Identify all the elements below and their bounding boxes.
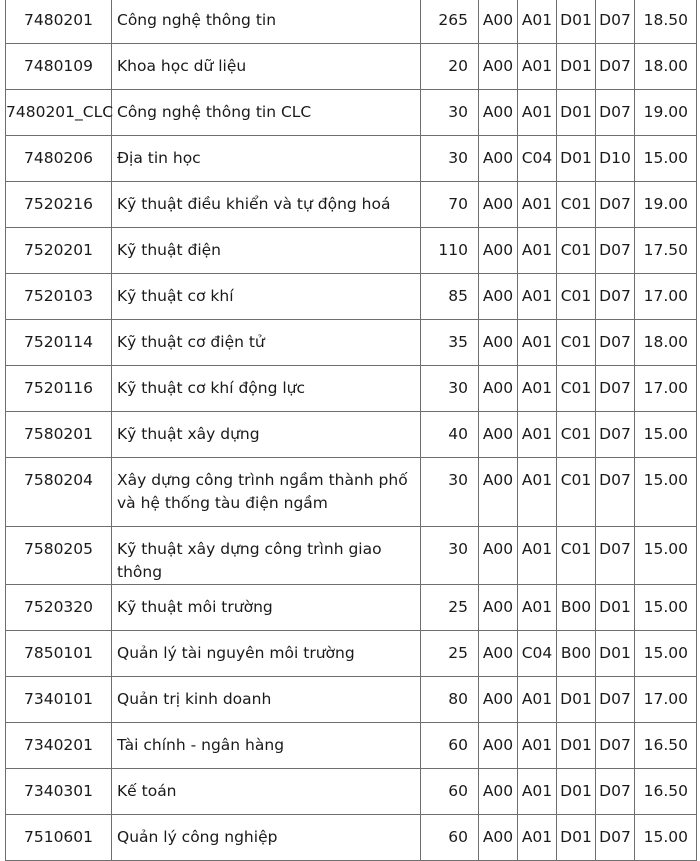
quota: 60 <box>421 723 479 769</box>
subject-group-2: A01 <box>518 723 557 769</box>
table-row <box>6 458 697 527</box>
quota: 25 <box>421 631 479 677</box>
subject-group-1: A00 <box>479 585 518 631</box>
major-name: Kỹ thuật cơ điện tử <box>112 320 421 366</box>
subject-group-2: A01 <box>518 412 557 458</box>
subject-group-1: A00 <box>479 182 518 228</box>
table-row <box>6 182 697 228</box>
subject-group-1: A00 <box>479 677 518 723</box>
subject-group-1: A00 <box>479 527 518 585</box>
subject-group-1: A00 <box>479 412 518 458</box>
major-code: 7340101 <box>6 677 112 723</box>
subject-group-1: A00 <box>479 631 518 677</box>
major-code: 7340301 <box>6 769 112 815</box>
quota: 70 <box>421 182 479 228</box>
cutoff-score: 17.50 <box>635 228 697 274</box>
subject-group-1: A00 <box>479 90 518 136</box>
major-name: Kỹ thuật điện <box>112 228 421 274</box>
quota: 25 <box>421 585 479 631</box>
subject-group-3: C01 <box>557 458 596 527</box>
subject-group-3: B00 <box>557 585 596 631</box>
table-row <box>6 412 697 458</box>
subject-group-2: A01 <box>518 182 557 228</box>
subject-group-1: A00 <box>479 136 518 182</box>
cutoff-score: 15.00 <box>635 815 697 861</box>
major-name: Kỹ thuật điều khiển và tự động hoá <box>112 182 421 228</box>
subject-group-4: D07 <box>596 44 635 90</box>
subject-group-1: A00 <box>479 274 518 320</box>
subject-group-2: A01 <box>518 769 557 815</box>
quota: 60 <box>421 815 479 861</box>
cutoff-score: 18.50 <box>635 0 697 44</box>
quota: 30 <box>421 90 479 136</box>
subject-group-4: D07 <box>596 90 635 136</box>
major-code: 7480201 <box>6 0 112 44</box>
cutoff-score: 19.00 <box>635 90 697 136</box>
subject-group-4: D07 <box>596 815 635 861</box>
major-code: 7510601 <box>6 815 112 861</box>
major-name: Kỹ thuật xây dựng công trình giao thông <box>112 527 421 585</box>
table-row <box>6 585 697 631</box>
subject-group-2: A01 <box>518 458 557 527</box>
subject-group-4: D07 <box>596 677 635 723</box>
table-row <box>6 44 697 90</box>
major-code: 7520116 <box>6 366 112 412</box>
major-code: 7850101 <box>6 631 112 677</box>
table-row <box>6 228 697 274</box>
subject-group-1: A00 <box>479 320 518 366</box>
major-name: Kỹ thuật cơ khí động lực <box>112 366 421 412</box>
quota: 40 <box>421 412 479 458</box>
subject-group-4: D01 <box>596 631 635 677</box>
subject-group-4: D10 <box>596 136 635 182</box>
cutoff-score: 15.00 <box>635 631 697 677</box>
major-code: 7520114 <box>6 320 112 366</box>
major-name: Quản lý tài nguyên môi trường <box>112 631 421 677</box>
subject-group-2: A01 <box>518 90 557 136</box>
major-code: 7520320 <box>6 585 112 631</box>
subject-group-4: D07 <box>596 458 635 527</box>
major-name: Khoa học dữ liệu <box>112 44 421 90</box>
major-name: Kỹ thuật cơ khí <box>112 274 421 320</box>
major-code: 7480201_CLC <box>6 90 112 136</box>
major-code: 7580204 <box>6 458 112 527</box>
subject-group-4: D07 <box>596 723 635 769</box>
subject-group-4: D01 <box>596 585 635 631</box>
subject-group-2: A01 <box>518 527 557 585</box>
subject-group-4: D07 <box>596 274 635 320</box>
subject-group-3: D01 <box>557 90 596 136</box>
subject-group-4: D07 <box>596 320 635 366</box>
table-row <box>6 769 697 815</box>
cutoff-score: 19.00 <box>635 182 697 228</box>
subject-group-4: D07 <box>596 228 635 274</box>
subject-group-2: A01 <box>518 0 557 44</box>
subject-group-3: D01 <box>557 136 596 182</box>
subject-group-3: D01 <box>557 815 596 861</box>
subject-group-2: C04 <box>518 631 557 677</box>
quota: 265 <box>421 0 479 44</box>
table-row <box>6 815 697 861</box>
subject-group-2: A01 <box>518 228 557 274</box>
subject-group-3: C01 <box>557 366 596 412</box>
cutoff-score: 15.00 <box>635 412 697 458</box>
table-body <box>6 0 697 861</box>
subject-group-4: D07 <box>596 366 635 412</box>
major-name: Tài chính - ngân hàng <box>112 723 421 769</box>
major-name: Kế toán <box>112 769 421 815</box>
subject-group-3: C01 <box>557 412 596 458</box>
major-code: 7340201 <box>6 723 112 769</box>
quota: 85 <box>421 274 479 320</box>
table-row <box>6 527 697 585</box>
subject-group-2: A01 <box>518 366 557 412</box>
subject-group-1: A00 <box>479 723 518 769</box>
subject-group-2: A01 <box>518 585 557 631</box>
table-row <box>6 677 697 723</box>
major-code: 7480109 <box>6 44 112 90</box>
subject-group-4: D07 <box>596 182 635 228</box>
major-name: Công nghệ thông tin <box>112 0 421 44</box>
major-code: 7480206 <box>6 136 112 182</box>
subject-group-2: A01 <box>518 815 557 861</box>
subject-group-1: A00 <box>479 0 518 44</box>
subject-group-2: A01 <box>518 320 557 366</box>
cutoff-score: 17.00 <box>635 274 697 320</box>
quota: 80 <box>421 677 479 723</box>
subject-group-4: D07 <box>596 0 635 44</box>
table-row <box>6 0 697 44</box>
table-row <box>6 366 697 412</box>
cutoff-score: 17.00 <box>635 366 697 412</box>
quota: 30 <box>421 527 479 585</box>
cutoff-score: 17.00 <box>635 677 697 723</box>
quota: 30 <box>421 366 479 412</box>
table-row <box>6 90 697 136</box>
subject-group-3: C01 <box>557 228 596 274</box>
subject-group-3: D01 <box>557 0 596 44</box>
cutoff-score: 18.00 <box>635 44 697 90</box>
major-name: Xây dựng công trình ngầm thành phố và hệ thống tàu điện ngầm <box>112 458 421 527</box>
subject-group-1: A00 <box>479 44 518 90</box>
quota: 30 <box>421 458 479 527</box>
subject-group-3: B00 <box>557 631 596 677</box>
subject-group-1: A00 <box>479 458 518 527</box>
quota: 20 <box>421 44 479 90</box>
quota: 35 <box>421 320 479 366</box>
major-name: Kỹ thuật xây dựng <box>112 412 421 458</box>
subject-group-3: C01 <box>557 182 596 228</box>
table-row <box>6 723 697 769</box>
cutoff-score: 18.00 <box>635 320 697 366</box>
subject-group-1: A00 <box>479 815 518 861</box>
major-code: 7580205 <box>6 527 112 585</box>
cutoff-score: 16.50 <box>635 723 697 769</box>
subject-group-3: D01 <box>557 723 596 769</box>
major-name: Kỹ thuật môi trường <box>112 585 421 631</box>
subject-group-1: A00 <box>479 366 518 412</box>
subject-group-4: D07 <box>596 769 635 815</box>
quota: 30 <box>421 136 479 182</box>
subject-group-3: C01 <box>557 527 596 585</box>
subject-group-3: C01 <box>557 274 596 320</box>
cutoff-score: 15.00 <box>635 458 697 527</box>
subject-group-2: A01 <box>518 274 557 320</box>
subject-group-3: D01 <box>557 769 596 815</box>
major-code: 7520201 <box>6 228 112 274</box>
subject-group-3: D01 <box>557 677 596 723</box>
subject-group-3: C01 <box>557 320 596 366</box>
cutoff-score: 15.00 <box>635 585 697 631</box>
subject-group-2: C04 <box>518 136 557 182</box>
major-code: 7580201 <box>6 412 112 458</box>
cutoff-score: 15.00 <box>635 527 697 585</box>
table-row <box>6 136 697 182</box>
table-row <box>6 320 697 366</box>
admission-table <box>5 0 697 861</box>
quota: 110 <box>421 228 479 274</box>
subject-group-3: D01 <box>557 44 596 90</box>
subject-group-1: A00 <box>479 769 518 815</box>
major-name: Quản lý công nghiệp <box>112 815 421 861</box>
table-row <box>6 631 697 677</box>
major-name: Địa tin học <box>112 136 421 182</box>
subject-group-1: A00 <box>479 228 518 274</box>
quota: 60 <box>421 769 479 815</box>
major-code: 7520216 <box>6 182 112 228</box>
cutoff-score: 15.00 <box>635 136 697 182</box>
subject-group-2: A01 <box>518 44 557 90</box>
major-name: Công nghệ thông tin CLC <box>112 90 421 136</box>
major-code: 7520103 <box>6 274 112 320</box>
table-row <box>6 274 697 320</box>
subject-group-2: A01 <box>518 677 557 723</box>
cutoff-score: 16.50 <box>635 769 697 815</box>
subject-group-4: D07 <box>596 527 635 585</box>
major-name: Quản trị kinh doanh <box>112 677 421 723</box>
subject-group-4: D07 <box>596 412 635 458</box>
